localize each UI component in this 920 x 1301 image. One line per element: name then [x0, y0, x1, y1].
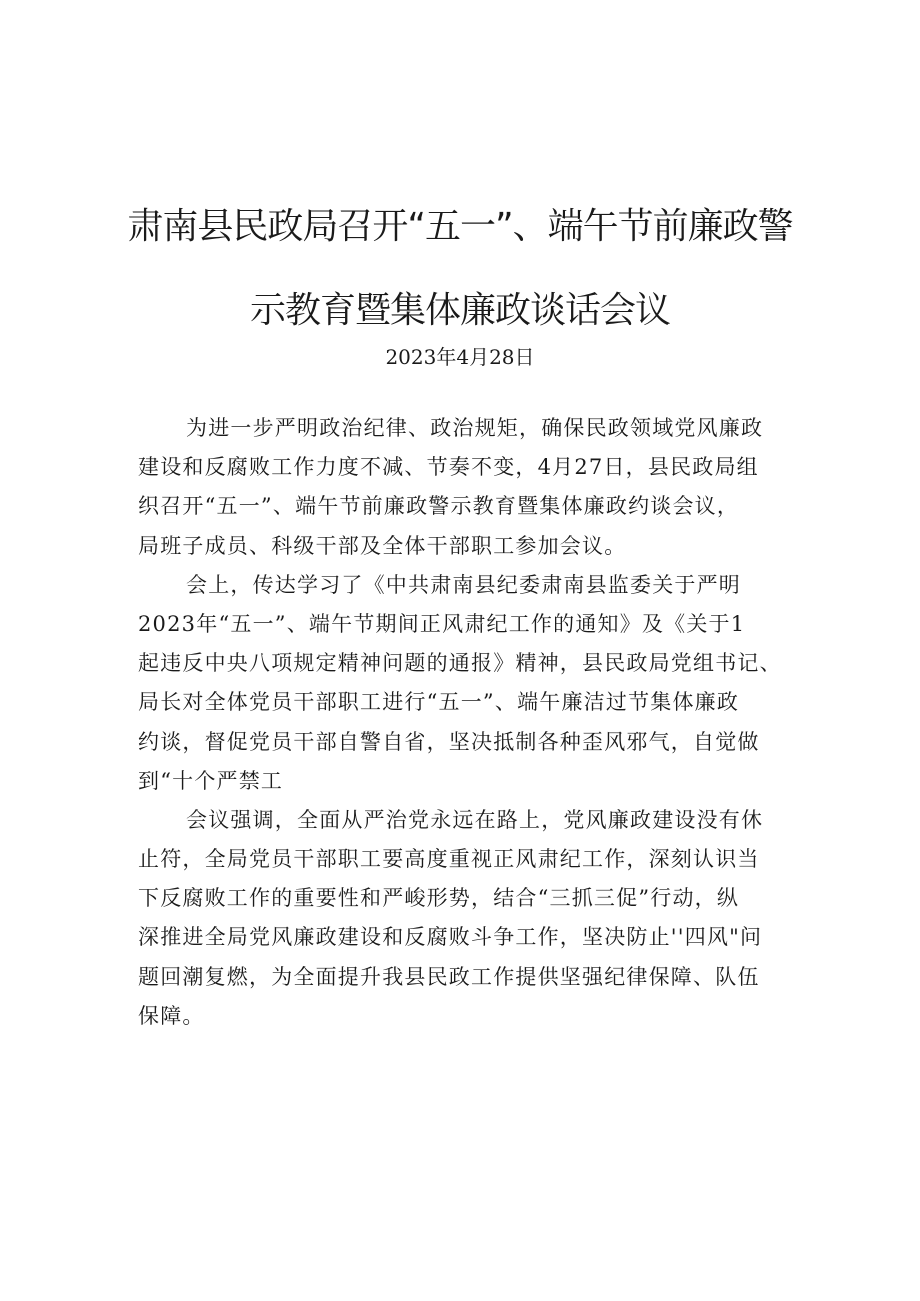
document-title-line-1: 肃南县民政局召开“五一”、端午节前廉政警 [127, 206, 793, 247]
paragraph-2-line-2: 2023年“五一”、端午节期间正风肃纪工作的通知》及《关于1 [138, 611, 746, 636]
paragraph-2-line-5: 约谈，督促党员干部自警自省，坚决抵制各种歪风邪气，自觉做 [138, 729, 760, 754]
paragraph-3-line-2: 止符，全局党员干部职工要高度重视正风肃纪工作，深刻认识当 [138, 847, 760, 872]
paragraph-3-line-3: 下反腐败工作的重要性和严峻形势，结合“三抓三促”行动，纵 [138, 886, 740, 911]
document-body [138, 409, 788, 1036]
paragraph-1-line-3: 织召开“五一”、端午节前廉政警示教育暨集体廉政约谈会议， [138, 494, 740, 519]
paragraph-2-line-1: 会上，传达学习了《中共肃南县纪委肃南县监委关于严明 [186, 572, 741, 597]
paragraph-1-line-2: 建设和反腐败工作力度不减、节奏不变，4月27日，县民政局组 [138, 455, 759, 480]
paragraph-3-line-6: 保障。 [138, 1003, 205, 1028]
paragraph-2-line-3: 起违反中央八项规定精神问题的通报》精神，县民政局党组书记、 [138, 651, 782, 676]
paragraph-1-line-4: 局班子成员、科级干部及全体干部职工参加会议。 [138, 533, 627, 558]
document-date: 2023年4月28日 [385, 345, 535, 369]
paragraph-1-line-1: 为进一步严明政治纪律、政治规矩，确保民政领域党风廉政 [186, 416, 764, 440]
paragraph-2-line-4: 局长对全体党员干部职工进行“五一”、端午廉洁过节集体廉政 [138, 690, 740, 715]
paragraph-3-line-1: 会议强调，全面从严治党永远在路上，党风廉政建设没有休 [186, 807, 764, 832]
paragraph-3-line-4: 深推进全局党风廉政建设和反腐败斗争工作，坚决防止''四风"问 [138, 925, 763, 950]
document-title-line-2: 示教育暨集体廉政谈话会议 [249, 290, 670, 331]
paragraph-2-line-6: 到“十个严禁工 [138, 768, 284, 793]
paragraph-3-line-5: 题回潮复燃，为全面提升我县民政工作提供坚强纪律保障、队伍 [138, 964, 760, 989]
